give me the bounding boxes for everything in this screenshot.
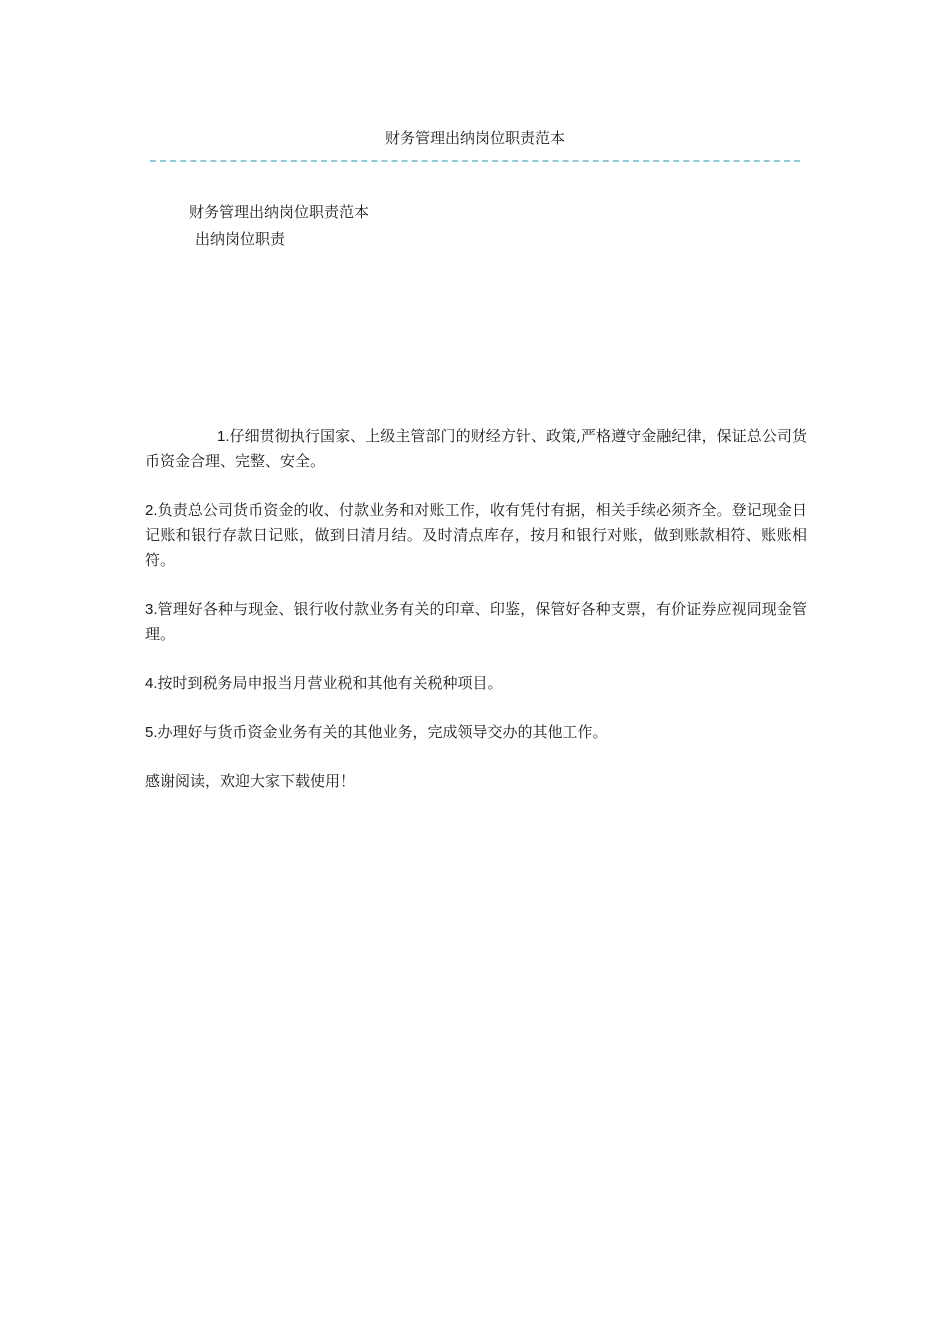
- item-text: 仔细贯彻执行国家、上级主管部门的财经方针、政策,严格遵守金融纪律，保证总公司货币资金合理、完整、安全。: [145, 427, 807, 470]
- duty-item-2: [145, 498, 807, 573]
- duty-item-5: [145, 720, 807, 745]
- duty-item-4: [145, 671, 807, 696]
- item-number: 5.: [145, 724, 158, 741]
- item-text: 按时到税务局申报当月营业税和其他有关税种项目。: [157, 674, 503, 692]
- duty-item-1: [145, 424, 807, 474]
- document-title: 财务管理出纳岗位职责范本: [189, 203, 370, 221]
- header-title: 财务管理出纳岗位职责范本: [384, 129, 565, 147]
- item-number: 2.: [145, 502, 158, 519]
- document-body: [145, 424, 807, 818]
- header-divider: [150, 160, 800, 162]
- item-text: 办理好与货币资金业务有关的其他业务，完成领导交办的其他工作。: [157, 723, 608, 741]
- document-subtitle: 出纳岗位职责: [195, 230, 286, 248]
- item-number: 4.: [145, 675, 158, 692]
- duty-item-3: [145, 597, 807, 647]
- item-text: 负责总公司货币资金的收、付款业务和对账工作，收有凭付有据，相关手续必须齐全。登记现金日记账和银行存款日记账，做到日清月结。及时清点库存，按月和银行对账，做到账款相符、账账相符。: [145, 501, 807, 569]
- closing-text: 感谢阅读，欢迎大家下载使用！: [145, 772, 356, 790]
- item-number: 3.: [145, 601, 158, 618]
- item-text: 管理好各种与现金、银行收付款业务有关的印章、印鉴，保管好各种支票，有价证券应视同现金管理。: [145, 600, 807, 643]
- item-number: 1.: [217, 428, 230, 445]
